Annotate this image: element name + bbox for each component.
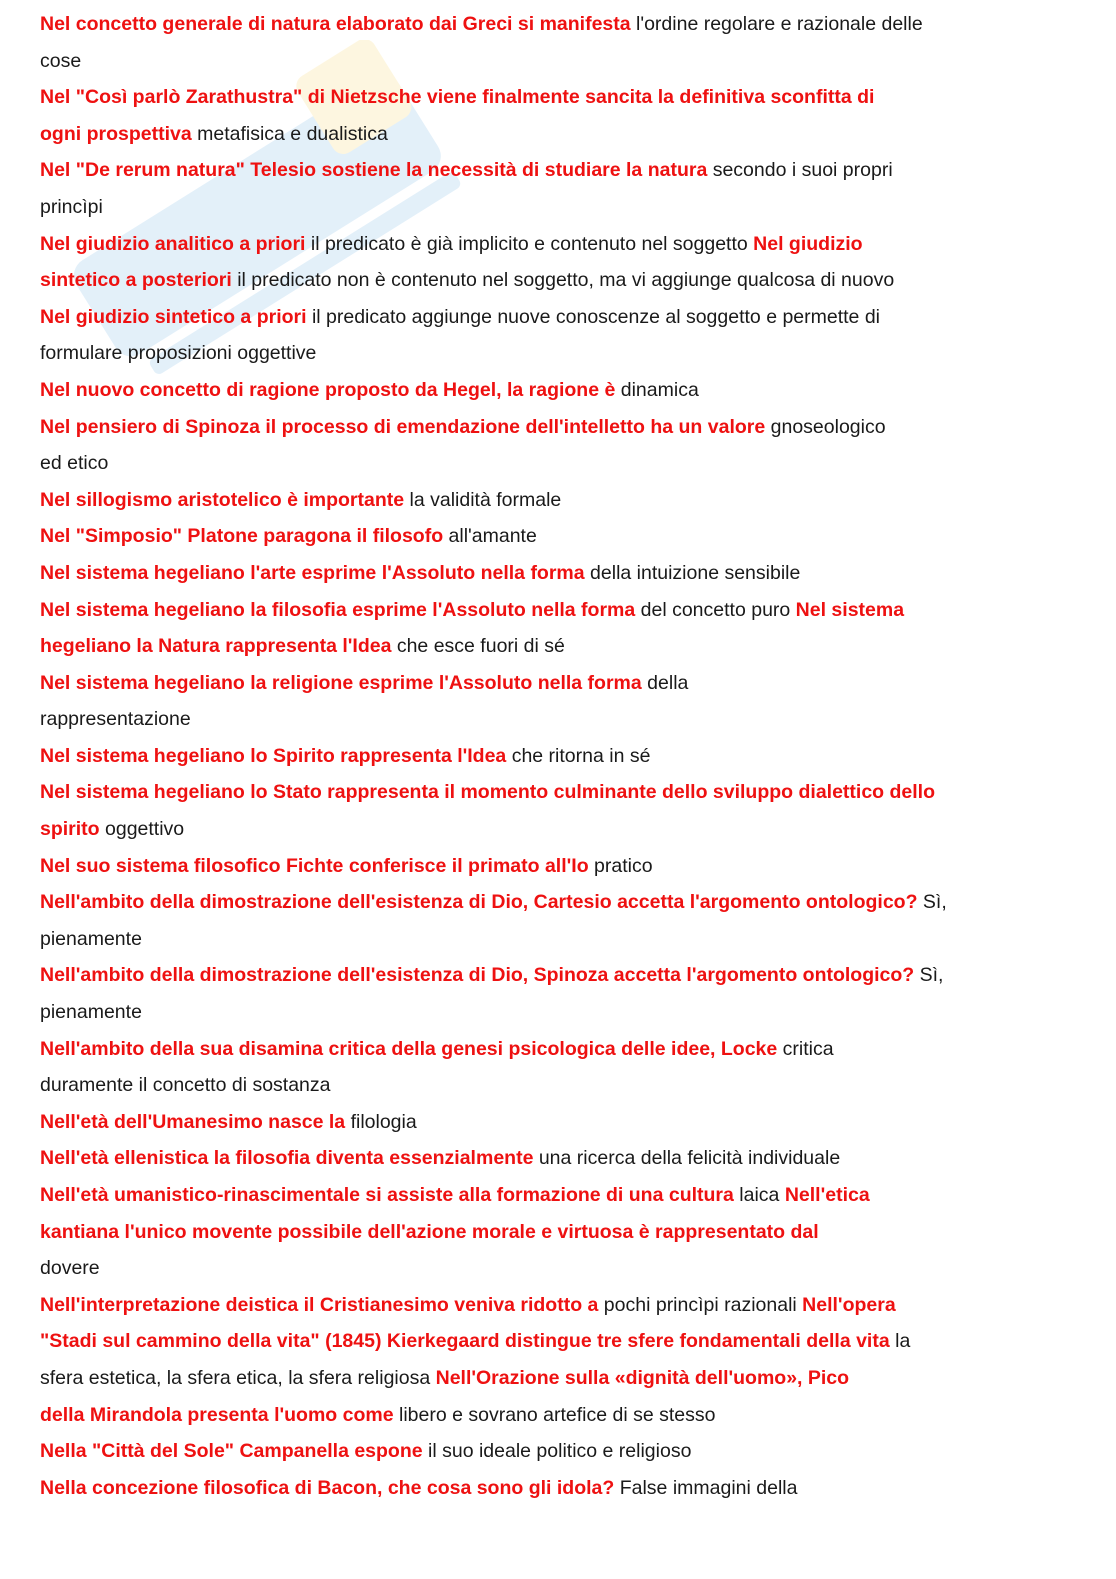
text-line bbox=[40, 189, 1096, 226]
answer-text: del concetto puro bbox=[635, 598, 796, 621]
answer-text: che ritorna in sé bbox=[506, 744, 651, 767]
answer-text: Sì, bbox=[914, 964, 944, 987]
answer-text: la validità formale bbox=[404, 488, 562, 511]
text-line bbox=[40, 848, 1096, 885]
text-line bbox=[40, 482, 1096, 519]
question-text: kantiana l'unico movente possibile dell'azione morale e virtuosa è rappresentato dal bbox=[40, 1220, 819, 1243]
text-line bbox=[40, 811, 1096, 848]
question-text: Nell'Orazione sulla «dignità dell'uomo», Pico bbox=[435, 1366, 850, 1389]
text-line bbox=[40, 1067, 1096, 1104]
text-line bbox=[40, 1360, 1096, 1397]
question-text: Nell'età umanistico-rinascimentale si assiste alla formazione di una cultura bbox=[40, 1184, 734, 1206]
question-text: Nel sistema hegeliano la filosofia esprime l'Assoluto nella forma bbox=[40, 598, 636, 621]
question-text: Nel giudizio bbox=[753, 232, 863, 255]
text-line bbox=[40, 79, 1096, 116]
question-text: Nel suo sistema filosofico Fichte conferisce il primato all'Io bbox=[40, 854, 589, 877]
answer-text: libero e sovrano artefice di se stesso bbox=[393, 1403, 716, 1426]
answer-text: cose bbox=[40, 49, 82, 72]
answer-text: laica bbox=[733, 1184, 785, 1206]
text-line bbox=[40, 774, 1096, 811]
question-text: Nel pensiero di Spinoza il processo di emendazione dell'intelletto ha un valore bbox=[40, 415, 766, 438]
answer-text: una ricerca della felicità individuale bbox=[533, 1147, 841, 1170]
answer-text: il predicato non è contenuto nel soggetto, ma vi aggiunge qualcosa di nuovo bbox=[231, 269, 895, 292]
text-line bbox=[40, 1140, 1096, 1177]
answer-text: duramente il concetto di sostanza bbox=[40, 1074, 331, 1097]
text-line bbox=[40, 226, 1096, 263]
text-line bbox=[40, 299, 1096, 336]
question-text: Nell'età ellenistica la filosofia diventa essenzialmente bbox=[40, 1147, 534, 1170]
question-text: Nel "De rerum natura" Telesio sostiene la necessità di studiare la natura bbox=[40, 159, 708, 182]
text-line bbox=[40, 1470, 1096, 1507]
question-text: Nell'ambito della dimostrazione dell'esistenza di Dio, Cartesio accetta l'argomento ontologico? bbox=[40, 891, 918, 914]
answer-text: filologia bbox=[345, 1110, 417, 1133]
question-text: Nel concetto generale di natura elaborato dai Greci si manifesta bbox=[40, 13, 631, 35]
text-line bbox=[40, 957, 1096, 994]
answer-text: il suo ideale politico e religioso bbox=[422, 1440, 692, 1463]
answer-text: secondo i suoi propri bbox=[707, 159, 893, 182]
question-text: Nel nuovo concetto di ragione proposto da Hegel, la ragione è bbox=[40, 378, 616, 401]
answer-text: la bbox=[889, 1330, 911, 1353]
answer-text: formulare proposizioni oggettive bbox=[40, 342, 317, 365]
text-line bbox=[40, 445, 1096, 482]
question-text: ogni prospettiva bbox=[40, 122, 192, 145]
answer-text: oggettivo bbox=[99, 818, 185, 841]
question-text: Nel sistema hegeliano lo Spirito rappresenta l'Idea bbox=[40, 744, 507, 767]
answer-text: pratico bbox=[588, 854, 653, 877]
answer-text: della intuizione sensibile bbox=[584, 561, 801, 584]
answer-text: ed etico bbox=[40, 452, 109, 475]
answer-text: princìpi bbox=[40, 195, 103, 218]
question-text: Nell'ambito della sua disamina critica della genesi psicologica delle idee, Locke bbox=[40, 1037, 778, 1060]
question-text: "Stadi sul cammino della vita" (1845) Kierkegaard distingue tre sfere fondamentali della vita bbox=[40, 1330, 890, 1353]
text-line bbox=[40, 921, 1096, 958]
text-line bbox=[40, 6, 1096, 43]
answer-text: critica bbox=[777, 1037, 834, 1060]
answer-text: dinamica bbox=[615, 378, 699, 401]
question-text: Nella "Città del Sole" Campanella espone bbox=[40, 1440, 423, 1463]
question-text: Nell'età dell'Umanesimo nasce la bbox=[40, 1110, 346, 1133]
question-text: Nell'opera bbox=[802, 1293, 896, 1316]
question-text: Nel "Simposio" Platone paragona il filosofo bbox=[40, 525, 444, 548]
question-text: della Mirandola presenta l'uomo come bbox=[40, 1403, 394, 1426]
question-text: Nel sistema hegeliano lo Stato rappresenta il momento culminante dello sviluppo dialettico dello bbox=[40, 781, 936, 804]
question-text: Nel sistema hegeliano l'arte esprime l'Assoluto nella forma bbox=[40, 561, 585, 584]
text-line bbox=[40, 665, 1096, 702]
question-text: sintetico a posteriori bbox=[40, 269, 232, 292]
text-line bbox=[40, 1397, 1096, 1434]
answer-text: il predicato è già implicito e contenuto nel soggetto bbox=[305, 232, 754, 255]
question-text: Nell'ambito della dimostrazione dell'esistenza di Dio, Spinoza accetta l'argomento ontologico? bbox=[40, 964, 915, 987]
question-text: spirito bbox=[40, 818, 100, 841]
text-line bbox=[40, 1031, 1096, 1068]
text-line bbox=[40, 884, 1096, 921]
text-line bbox=[40, 1323, 1096, 1360]
answer-text: rappresentazione bbox=[40, 708, 191, 731]
answer-text: il predicato aggiunge nuove conoscenze al soggetto e permette di bbox=[306, 305, 881, 328]
text-line bbox=[40, 1214, 1096, 1251]
text-line bbox=[40, 1287, 1096, 1324]
text-line bbox=[40, 1177, 1096, 1214]
text-line bbox=[40, 1250, 1096, 1287]
question-text: Nel "Così parlò Zarathustra" di Nietzsche viene finalmente sancita la definitiva sconfitta di bbox=[40, 86, 875, 109]
question-text: Nel sistema hegeliano la religione esprime l'Assoluto nella forma bbox=[40, 671, 642, 694]
text-line bbox=[40, 555, 1096, 592]
text-line bbox=[40, 116, 1096, 153]
text-line bbox=[40, 43, 1096, 80]
answer-text: all'amante bbox=[443, 525, 537, 548]
question-text: Nell'interpretazione deistica il Cristianesimo veniva ridotto a bbox=[40, 1293, 599, 1316]
question-text: Nel sistema bbox=[795, 598, 905, 621]
text-line bbox=[40, 518, 1096, 555]
text-line bbox=[40, 1433, 1096, 1470]
text-line bbox=[40, 738, 1096, 775]
answer-text: dovere bbox=[40, 1257, 100, 1280]
answer-text: pochi princìpi razionali bbox=[598, 1293, 803, 1316]
text-line bbox=[40, 262, 1096, 299]
answer-text: sfera estetica, la sfera etica, la sfera religiosa bbox=[40, 1366, 436, 1389]
answer-text: Sì, bbox=[917, 891, 947, 914]
text-line bbox=[40, 372, 1096, 409]
answer-text: pienamente bbox=[40, 927, 142, 950]
question-text: Nel giudizio analitico a priori bbox=[40, 232, 306, 255]
text-line bbox=[40, 994, 1096, 1031]
question-text: Nel giudizio sintetico a priori bbox=[40, 305, 307, 328]
text-line bbox=[40, 335, 1096, 372]
question-text: Nel sillogismo aristotelico è importante bbox=[40, 488, 405, 511]
question-text: Nella concezione filosofica di Bacon, che cosa sono gli idola? bbox=[40, 1476, 615, 1499]
answer-text: pienamente bbox=[40, 1001, 142, 1024]
answer-text: della bbox=[641, 671, 689, 694]
question-text: hegeliano la Natura rappresenta l'Idea bbox=[40, 635, 392, 658]
answer-text: False immagini della bbox=[614, 1476, 798, 1499]
answer-text: metafisica e dualistica bbox=[191, 122, 388, 145]
answer-text: gnoseologico bbox=[765, 415, 886, 438]
text-line bbox=[40, 409, 1096, 446]
text-line bbox=[40, 1104, 1096, 1141]
text-line bbox=[40, 152, 1096, 189]
document-page bbox=[40, 6, 1096, 1506]
answer-text: l'ordine regolare e razionale delle bbox=[630, 13, 923, 35]
question-text: Nell'etica bbox=[784, 1184, 870, 1206]
text-line bbox=[40, 592, 1096, 629]
text-line bbox=[40, 628, 1096, 665]
answer-text: che esce fuori di sé bbox=[391, 635, 565, 658]
text-line bbox=[40, 701, 1096, 738]
